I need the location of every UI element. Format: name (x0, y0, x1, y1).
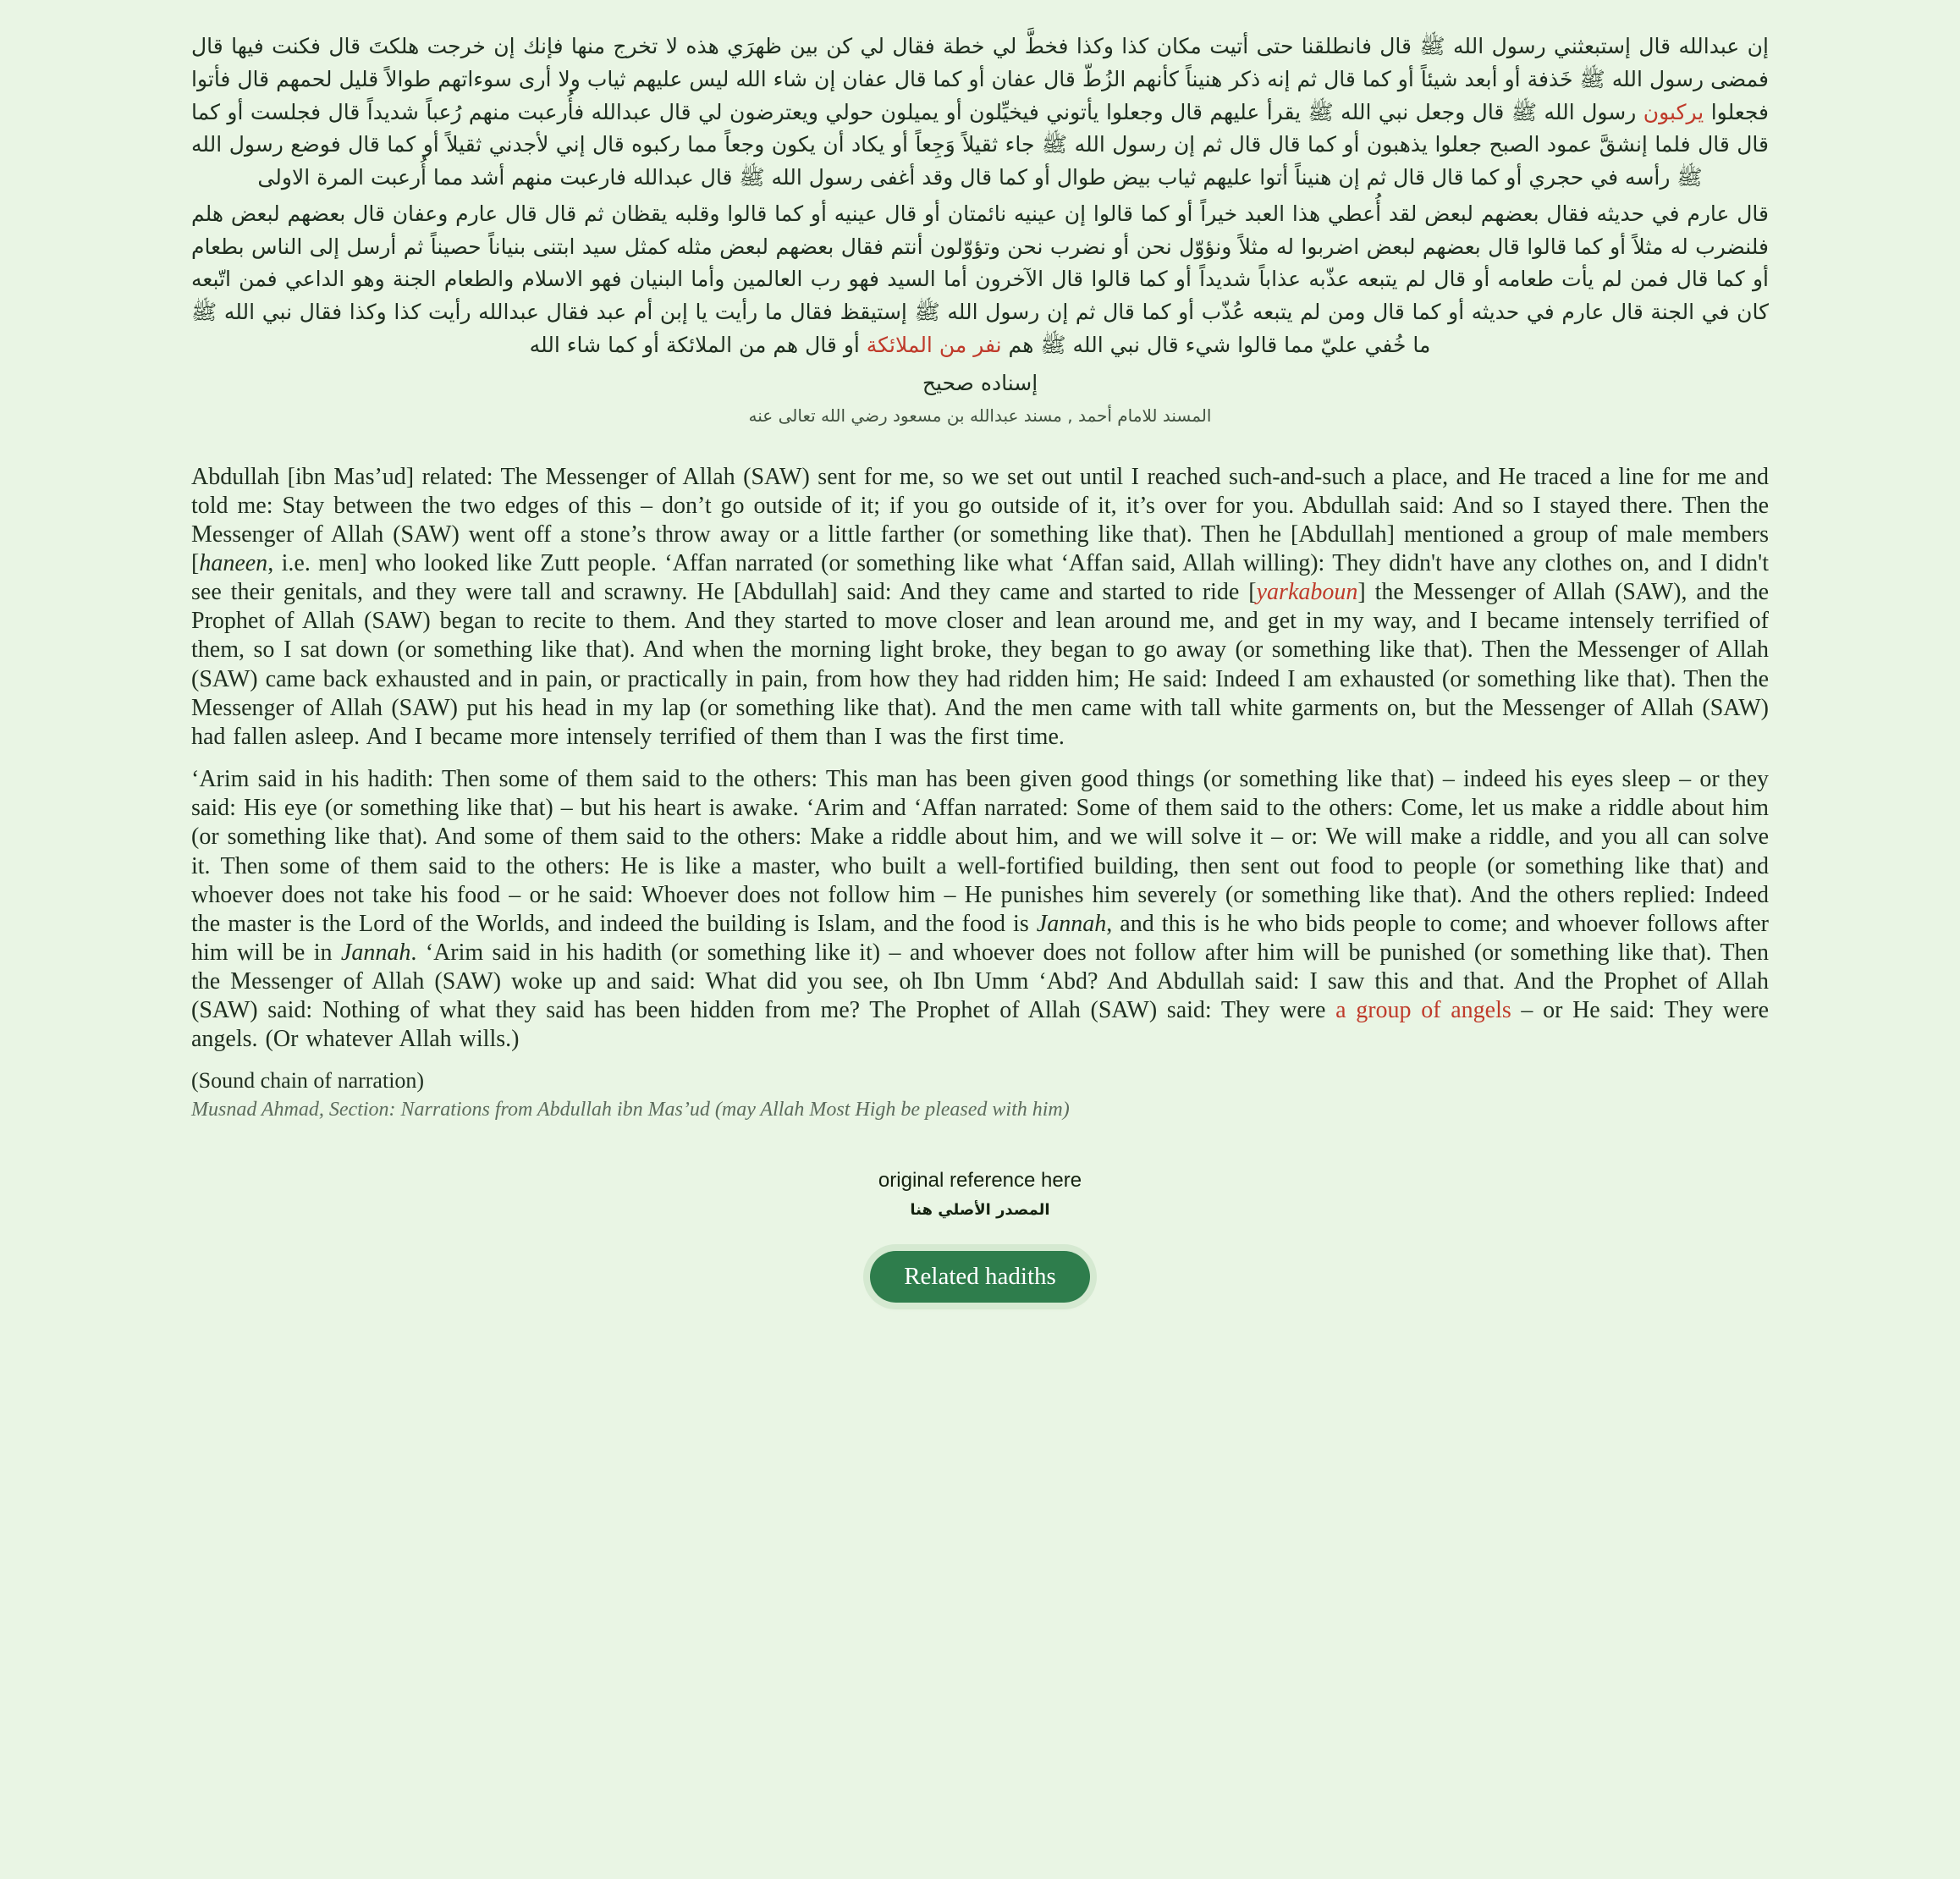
arabic-section (191, 30, 1769, 426)
citation: Musnad Ahmad, Section: Narrations from Abdullah ibn Mas’ud (may Allah Most High be pleased with him) (191, 1098, 1070, 1121)
grading-note: (Sound chain of narration) (191, 1067, 425, 1093)
arabic-grading: إسناده صحيح (922, 370, 1038, 395)
original-reference-link[interactable]: original reference here (878, 1168, 1082, 1192)
footer (191, 1169, 1769, 1303)
related-hadiths-button[interactable]: Related hadiths (870, 1251, 1090, 1303)
arabic-hadith-paragraph-2: قال عارم في حديثه فقال بعضهم لبعض لقد أُعطي هذا العبد خيراً أو كما قالوا إن عينيه نائمتان أو قال عينيه أو كما قالوا وقلبه يقظان ثم قال قال عارم وعفان قال بعضهم لبعض هلم فلنضرب له مثلاً أو كما قالوا قال بعضهم لبعض اضربوا له مثلاً ونؤوّل نحن أو نضرب نحن وتؤوّلون أنتم فقال بعضهم لبعض مثله كمثل سيد ابتنى بنياناً حصيناً ثم أرسل إلى الناس بطعام أو كما قال فمن لم يأت طعامه أو قال لم يتبعه عذّبه عذاباً شديداً أو كما قالوا قال الآخرون أما السيد فهو رب العالمين وأما البنيان فهو الاسلام والطعام الجنة وهو الداعي فمن اتّبعه كان في الجنة قال عارم في حديثه أو كما قال ومن لم يتبعه عُذّب أو كما قال ثم إن رسول الله ﷺ إستيقظ فقال ما رأيت يا إبن أم عبد فقال عبدالله رأيت كذا وكذا فقال نبي الله ﷺ ما خُفي عليّ مما قالوا شيء قال نبي الله ﷺ هم نفر من الملائكة أو قال هم من الملائكة أو كما شاء الله (191, 201, 1769, 357)
arabic-source: المسند للامام أحمد , مسند عبدالله بن مسعود رضي الله تعالى عنه (748, 405, 1212, 426)
arabic-hadith-paragraph-1: إن عبدالله قال إستبعثني رسول الله ﷺ قال فانطلقنا حتى أتيت مكان كذا وكذا فخطَّ لي خطة فقال لي كن بين ظهرَي هذه لا تخرج منها فإنك إن خرجت هلكتَ قال فكنت فيها قال فمضى رسول الله ﷺ خَذفة أو أبعد شيئاً أو كما قال ثم إنه ذكر هنيناً كأنهم الزُطّ قال عفان أو كما قال عفان إن شاء الله ليس عليهم ثياب ولا أرى سوءاتهم طوالاً قليل لحمهم قال فأتوا فجعلوا يركبون رسول الله ﷺ قال وجعل نبي الله ﷺ يقرأ عليهم قال وجعلوا يأتوني فيخيِّلون أو يميلون حولي ويعترضون لي قال عبدالله فأُرعبت منهم رُعباً شديداً قال فجلست أو كما قال قال فلما إنشقَّ عمود الصبح جعلوا يذهبون أو كما قال قال ثم إن رسول الله ﷺ جاء ثقيلاً وَجِعاً أو يكاد أن يكون وجعاً مما ركبوه قال إني لأجدني ثقيلاً أو كما قال فوضع رسول الله ﷺ رأسه في حجري أو كما قال قال ثم إن هنيناً أتوا عليهم ثياب بيض طوال أو كما قال وقد أغفى رسول الله ﷺ قال عبدالله فارعبت منهم أشد مما أُرعبت المرة الاولى (191, 34, 1769, 190)
english-paragraph-1: Abdullah [ibn Mas’ud] related: The Messenger of Allah (SAW) sent for me, so we set out until I reached such-and-such a place, and He traced a line for me and told me: Stay between the two edges of this – don’t go outside of it; if you go outside of it, it’s over for you. Abdullah said: And so I stayed there. Then the Messenger of Allah (SAW) went off a stone’s throw away or a little farther (or something like that). Then he [Abdullah] mentioned a group of male members [haneen, i.e. men] who looked like Zutt people. ‘Affan narrated (or something like what ‘Affan said, Allah willing): They didn't have any clothes on, and I didn't see their genitals, and they were tall and scrawny. He [Abdullah] said: And they came and started to ride [yarkaboun] the Messenger of Allah (SAW), and the Prophet of Allah (SAW) began to recite to them. And they started to move closer and lean around me, and get in my way, and I became intensely terrified of them, so I sat down (or something like that). And when the morning light broke, they began to go away (or something like that). Then the Messenger of Allah (SAW) came back exhausted and in pain, or practically in pain, from how they had ridden him; He said: Indeed I am exhausted (or something like that). Then the Messenger of Allah (SAW) put his head in my lap (or something like that). And the men came with tall white garments on, but the Messenger of Allah (SAW) had fallen asleep. And I became more intensely terrified of them than I was the first time. (191, 463, 1769, 750)
related-button-row (191, 1219, 1769, 1303)
original-reference-link-arabic[interactable]: المصدر الأصلي هنا (910, 1200, 1050, 1219)
english-paragraph-2: ‘Arim said in his hadith: Then some of them said to the others: This man has been given good things (or something like that) – indeed his eyes sleep – or they said: His eye (or something like that) – but his heart is awake. ‘Arim and ‘Affan narrated: Some of them said to the others: Come, let us make a riddle about him (or something like that). And some of them said to the others: Make a riddle about him, and we will solve it – or: We will make a riddle, and you all can solve it. Then some of them said to the others: He is like a master, who built a well-fortified building, then sent out food to people (or something like that) and whoever does not take his food – or he said: Whoever does not follow him – He punishes him severely (or something like that). And the others replied: Indeed the master is the Lord of the Worlds, and indeed the building is Islam, and the food is Jannah, and this is he who bids people to come; and whoever follows after him will be in Jannah. ‘Arim said in his hadith (or something like it) – and whoever does not follow after him will be punished (or something like that). Then the Messenger of Allah (SAW) woke up and said: What did you see, oh Ibn Umm ‘Abd? And Abdullah said: I saw this and that. And the Prophet of Allah (SAW) said: Nothing of what they said has been hidden from me? The Prophet of Allah (SAW) said: They were a group of angels – or He said: They were angels. (Or whatever Allah wills.) (191, 766, 1770, 1053)
english-section (191, 463, 1769, 1121)
